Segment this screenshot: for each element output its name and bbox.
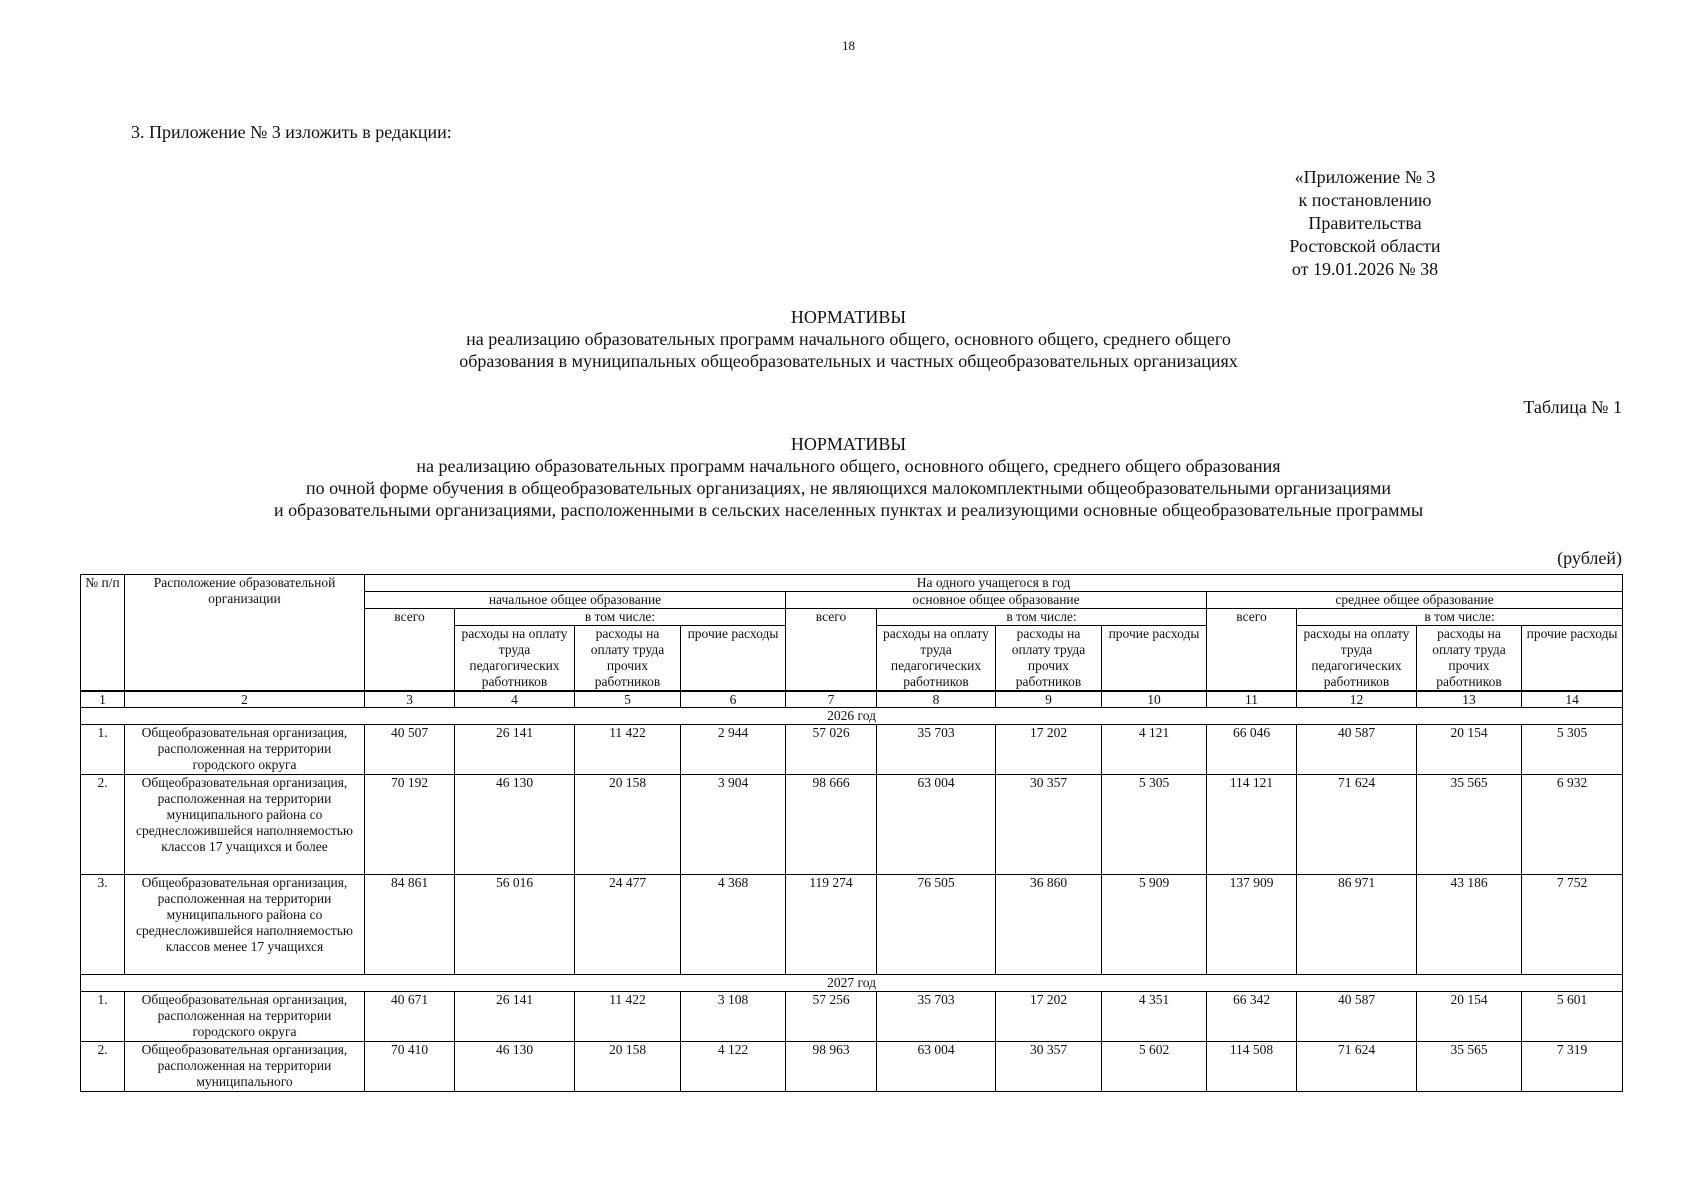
value-cell: 7 319 (1522, 1042, 1623, 1092)
header-teacher-pay: расходы на оплату труда педагогических работников (455, 626, 575, 692)
column-number-row (81, 691, 1623, 708)
value-cell: 3 108 (681, 992, 786, 1042)
row-location: Общеобразовательная организация, расположенная на территории муниципального района со среднесложившейся наполняемостью классов 17 учащихся и более (125, 775, 365, 875)
appendix-line: Правительства (1308, 213, 1422, 233)
value-cell: 46 130 (455, 1042, 575, 1092)
row-number: 3. (81, 875, 125, 975)
main-title (0, 306, 1697, 372)
value-cell: 30 357 (996, 775, 1102, 875)
value-cell: 70 410 (365, 1042, 455, 1092)
value-cell: 40 587 (1297, 725, 1417, 775)
value-cell: 35 565 (1417, 1042, 1522, 1092)
value-cell: 35 703 (877, 992, 996, 1042)
header-per-student: На одного учащегося в год (365, 575, 1623, 592)
value-cell: 5 601 (1522, 992, 1623, 1042)
value-cell: 11 422 (575, 992, 681, 1042)
value-cell: 5 909 (1102, 875, 1207, 975)
appendix-line: от 19.01.2026 № 38 (1291, 259, 1439, 279)
value-cell: 36 860 (996, 875, 1102, 975)
value-cell: 5 602 (1102, 1042, 1207, 1092)
appendix-line: «Приложение № 3 (1294, 167, 1436, 187)
column-number: 11 (1207, 691, 1297, 708)
value-cell: 20 154 (1417, 992, 1522, 1042)
column-number: 2 (125, 691, 365, 708)
header-including: в том числе: (455, 609, 786, 626)
value-cell: 66 046 (1207, 725, 1297, 775)
value-cell: 57 256 (786, 992, 877, 1042)
value-cell: 71 624 (1297, 1042, 1417, 1092)
column-number: 5 (575, 691, 681, 708)
column-number: 6 (681, 691, 786, 708)
column-number: 8 (877, 691, 996, 708)
table-number: Таблица № 1 (1523, 397, 1622, 417)
header-level-secondary: среднее общее образование (1207, 592, 1623, 609)
value-cell: 3 904 (681, 775, 786, 875)
header-including: в том числе: (877, 609, 1207, 626)
units-label: (рублей) (1557, 548, 1622, 568)
row-location: Общеобразовательная организация, расположенная на территории муниципального (125, 1042, 365, 1092)
value-cell: 20 154 (1417, 725, 1522, 775)
value-cell: 7 752 (1522, 875, 1623, 975)
header-level-basic: основное общее образование (786, 592, 1207, 609)
header-total: всего (786, 609, 877, 692)
value-cell: 17 202 (996, 725, 1102, 775)
row-location: Общеобразовательная организация, расположенная на территории городского округа (125, 992, 365, 1042)
header-teacher-pay: расходы на оплату труда педагогических работников (877, 626, 996, 692)
value-cell: 66 342 (1207, 992, 1297, 1042)
table-title-line: по очной форме обучения в общеобразовательных организациях, не являющихся малокомплектными общеобразовательными организациями (306, 478, 1391, 498)
value-cell: 137 909 (1207, 875, 1297, 975)
value-cell: 114 508 (1207, 1042, 1297, 1092)
value-cell: 17 202 (996, 992, 1102, 1042)
value-cell: 5 305 (1522, 725, 1623, 775)
header-level-primary: начальное общее образование (365, 592, 786, 609)
value-cell: 70 192 (365, 775, 455, 875)
year-row (81, 708, 1623, 725)
header-other-expenses: прочие расходы (1102, 626, 1207, 692)
value-cell: 4 368 (681, 875, 786, 975)
value-cell: 57 026 (786, 725, 877, 775)
value-cell: 114 121 (1207, 775, 1297, 875)
row-location: Общеобразовательная организация, расположенная на территории городского округа (125, 725, 365, 775)
header-num: № п/п (81, 575, 125, 692)
value-cell: 63 004 (877, 775, 996, 875)
table-title-line: на реализацию образовательных программ начального общего, основного общего, среднего общего образования (416, 456, 1281, 476)
appendix-header (1200, 166, 1530, 281)
year-label: 2027 год (81, 975, 1623, 992)
value-cell: 4 122 (681, 1042, 786, 1092)
value-cell: 76 505 (877, 875, 996, 975)
table-title-heading: НОРМАТИВЫ (790, 434, 907, 454)
column-number: 10 (1102, 691, 1207, 708)
header-other-staff-pay: расходы на оплату труда прочих работников (575, 626, 681, 692)
header-other-staff-pay: расходы на оплату труда прочих работников (1417, 626, 1522, 692)
appendix-line: к постановлению (1298, 190, 1432, 210)
row-number: 1. (81, 992, 125, 1042)
page-number: 18 (842, 38, 855, 53)
header-total: всего (365, 609, 455, 692)
value-cell: 20 158 (575, 775, 681, 875)
year-label: 2026 год (81, 708, 1623, 725)
value-cell: 98 666 (786, 775, 877, 875)
value-cell: 11 422 (575, 725, 681, 775)
value-cell: 63 004 (877, 1042, 996, 1092)
row-number: 1. (81, 725, 125, 775)
table-row (81, 775, 1623, 875)
table-body (81, 691, 1623, 1092)
value-cell: 4 121 (1102, 725, 1207, 775)
normatives-table (80, 574, 1623, 1092)
table-row (81, 725, 1623, 775)
value-cell: 56 016 (455, 875, 575, 975)
value-cell: 4 351 (1102, 992, 1207, 1042)
value-cell: 119 274 (786, 875, 877, 975)
table-title-line: и образовательными организациями, расположенными в сельских населенных пунктах и реализующими основные общеобразовательные программы (273, 500, 1424, 520)
value-cell: 24 477 (575, 875, 681, 975)
header-including: в том числе: (1297, 609, 1623, 626)
main-title-line: образования в муниципальных общеобразовательных и частных общеобразовательных организациях (459, 351, 1238, 371)
header-other-expenses: прочие расходы (1522, 626, 1623, 692)
value-cell: 35 565 (1417, 775, 1522, 875)
value-cell: 40 671 (365, 992, 455, 1042)
value-cell: 71 624 (1297, 775, 1417, 875)
header-total: всего (1207, 609, 1297, 692)
value-cell: 20 158 (575, 1042, 681, 1092)
column-number: 13 (1417, 691, 1522, 708)
value-cell: 26 141 (455, 725, 575, 775)
column-number: 9 (996, 691, 1102, 708)
header-location: Расположение образовательной организации (125, 575, 365, 692)
row-number: 2. (81, 775, 125, 875)
value-cell: 46 130 (455, 775, 575, 875)
value-cell: 40 507 (365, 725, 455, 775)
appendix-line: Ростовской области (1289, 236, 1441, 256)
value-cell: 40 587 (1297, 992, 1417, 1042)
main-title-heading: НОРМАТИВЫ (790, 307, 907, 327)
header-other-expenses: прочие расходы (681, 626, 786, 692)
value-cell: 2 944 (681, 725, 786, 775)
value-cell: 5 305 (1102, 775, 1207, 875)
header-teacher-pay: расходы на оплату труда педагогических работников (1297, 626, 1417, 692)
value-cell: 43 186 (1417, 875, 1522, 975)
main-title-line: на реализацию образовательных программ начального общего, основного общего, среднего общего (466, 329, 1231, 349)
table-row (81, 1042, 1623, 1092)
table-row (81, 992, 1623, 1042)
table-row (81, 875, 1623, 975)
table-title (0, 433, 1697, 521)
column-number: 12 (1297, 691, 1417, 708)
value-cell: 86 971 (1297, 875, 1417, 975)
column-number: 14 (1522, 691, 1623, 708)
value-cell: 26 141 (455, 992, 575, 1042)
value-cell: 35 703 (877, 725, 996, 775)
value-cell: 6 932 (1522, 775, 1623, 875)
column-number: 7 (786, 691, 877, 708)
column-number: 4 (455, 691, 575, 708)
value-cell: 84 861 (365, 875, 455, 975)
intro-text: 3. Приложение № 3 изложить в редакции: (131, 122, 452, 142)
row-location: Общеобразовательная организация, расположенная на территории муниципального района со среднесложившейся наполняемостью классов менее 17 учащихся (125, 875, 365, 975)
header-other-staff-pay: расходы на оплату труда прочих работников (996, 626, 1102, 692)
value-cell: 30 357 (996, 1042, 1102, 1092)
column-number: 1 (81, 691, 125, 708)
year-row (81, 975, 1623, 992)
column-number: 3 (365, 691, 455, 708)
value-cell: 98 963 (786, 1042, 877, 1092)
row-number: 2. (81, 1042, 125, 1092)
